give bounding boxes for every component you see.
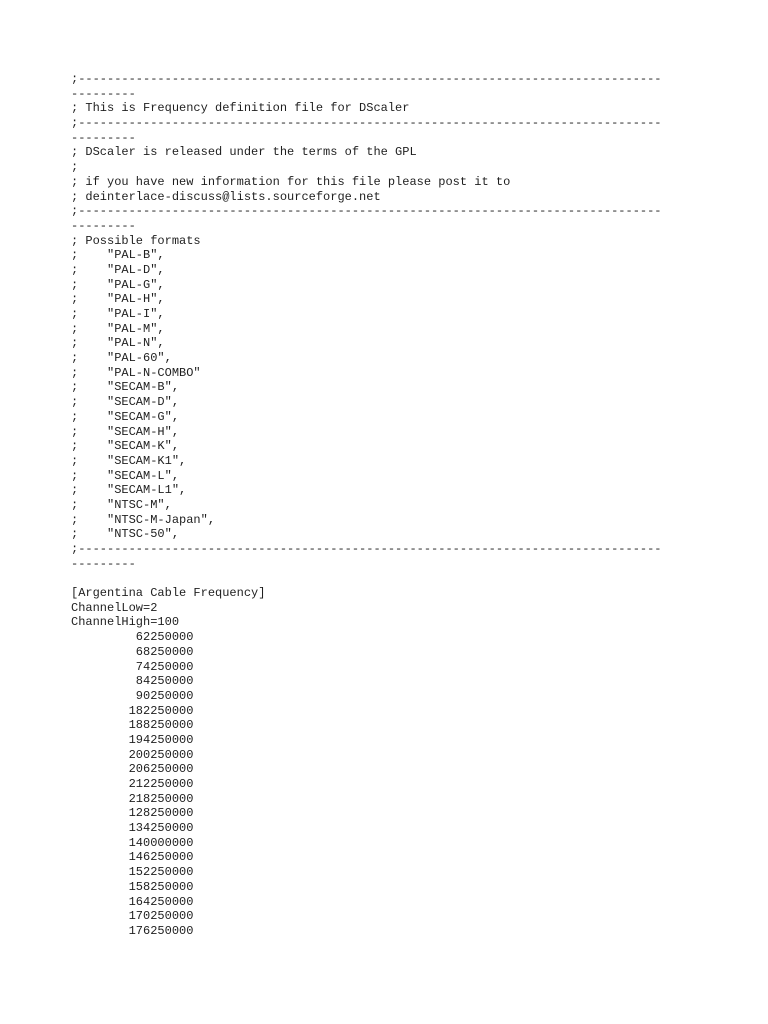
document-line xyxy=(71,571,691,586)
document-line: 128250000 xyxy=(71,806,194,821)
document-line: 176250000 xyxy=(71,923,194,938)
document-line: 68250000 xyxy=(71,644,194,659)
document-line: ; xyxy=(71,160,79,175)
document-line: ; "PAL-G", xyxy=(71,277,165,292)
document-line: ;--------------------------------------------------------------------------------- xyxy=(71,542,662,556)
document-line: 206250000 xyxy=(71,762,194,777)
document-line: 62250000 xyxy=(71,630,194,645)
document-line: 194250000 xyxy=(71,732,194,747)
document-line: ChannelHigh=100 xyxy=(71,615,180,630)
document-line: ; "NTSC-50", xyxy=(71,527,180,542)
document-line: ; if you have new information for this file please post it to xyxy=(71,174,511,189)
document-line: ; "SECAM-H", xyxy=(71,424,180,439)
document-line: 146250000 xyxy=(71,850,194,865)
document-line: ; This is Frequency definition file for DScaler xyxy=(71,101,410,116)
frequency-definition-document xyxy=(71,72,691,939)
document-line: 152250000 xyxy=(71,865,194,880)
document-line: 84250000 xyxy=(71,674,194,689)
document-line: --------- xyxy=(71,130,136,145)
document-line: ; "SECAM-L", xyxy=(71,468,180,483)
document-line: --------- xyxy=(71,86,136,101)
document-line: 218250000 xyxy=(71,791,194,806)
document-line: ChannelLow=2 xyxy=(71,600,158,615)
document-line: ;--------------------------------------------------------------------------------- xyxy=(71,72,662,86)
document-line: ;--------------------------------------------------------------------------------- xyxy=(71,204,662,219)
document-line: ; "NTSC-M-Japan", xyxy=(71,512,216,527)
document-line: ; "PAL-N", xyxy=(71,336,165,351)
document-line: ; "PAL-D", xyxy=(71,262,165,277)
document-line: ; "PAL-M", xyxy=(71,321,165,336)
document-line: ; "SECAM-B", xyxy=(71,380,180,395)
document-line: 134250000 xyxy=(71,821,194,836)
document-line: ; "SECAM-K", xyxy=(71,439,180,454)
document-line: ; "SECAM-L1", xyxy=(71,483,187,498)
document-line: ; "PAL-I", xyxy=(71,307,165,321)
document-line: 188250000 xyxy=(71,718,194,733)
document-line: ; deinterlace-discuss@lists.sourceforge.net xyxy=(71,189,381,204)
document-line: ; "NTSC-M", xyxy=(71,497,172,512)
document-line: ; "PAL-H", xyxy=(71,292,165,307)
document-line: ; "SECAM-G", xyxy=(71,409,180,424)
document-line: [Argentina Cable Frequency] xyxy=(71,586,266,601)
document-line: ; "SECAM-D", xyxy=(71,395,180,410)
document-line: ; Possible formats xyxy=(71,233,201,248)
document-line: --------- xyxy=(71,556,136,571)
document-line: --------- xyxy=(71,218,136,233)
document-line: 74250000 xyxy=(71,659,194,674)
document-line: 170250000 xyxy=(71,909,194,924)
document-line: ; "PAL-B", xyxy=(71,248,165,263)
document-line: 90250000 xyxy=(71,688,194,703)
document-line: ; DScaler is released under the terms of the GPL xyxy=(71,145,417,160)
document-line: ;--------------------------------------------------------------------------------- xyxy=(71,116,662,131)
document-line: ; "SECAM-K1", xyxy=(71,453,187,468)
document-line: 140000000 xyxy=(71,835,194,850)
document-line: 158250000 xyxy=(71,879,194,894)
document-line: 164250000 xyxy=(71,894,194,909)
document-line: 212250000 xyxy=(71,777,194,791)
document-line: ; "PAL-N-COMBO" xyxy=(71,365,201,380)
document-line: 200250000 xyxy=(71,747,194,762)
document-line: ; "PAL-60", xyxy=(71,351,172,366)
document-line: 182250000 xyxy=(71,703,194,718)
